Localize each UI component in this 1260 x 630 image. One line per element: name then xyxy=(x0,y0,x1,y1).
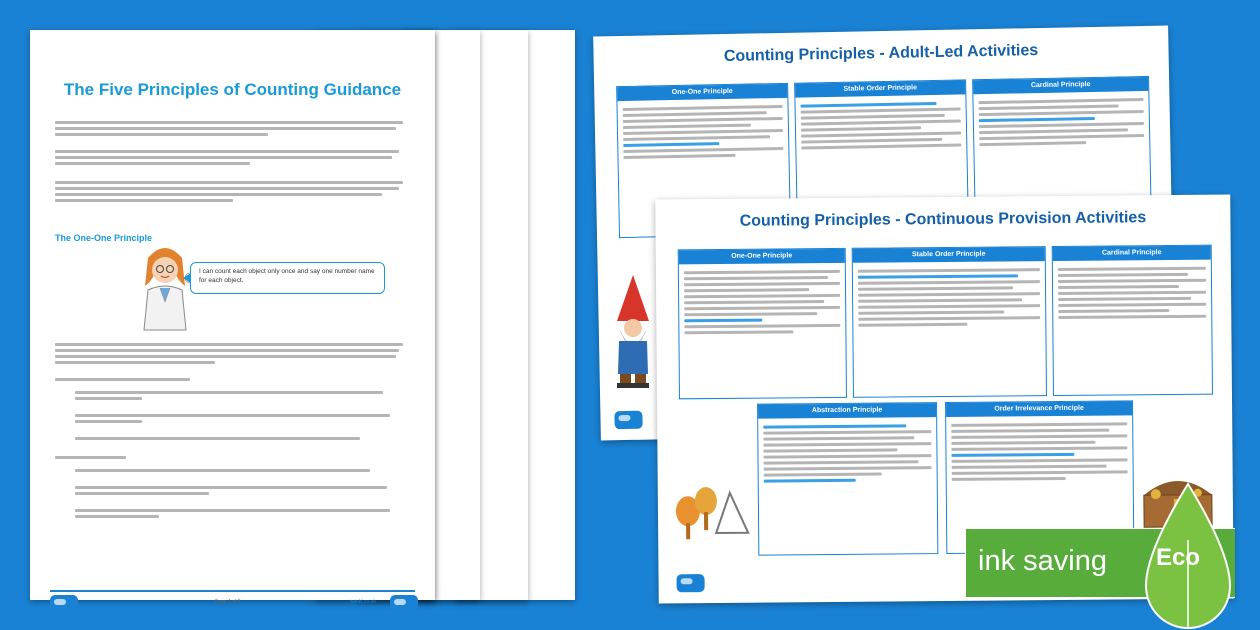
speech-bubble: I can count each object only once and say one number name for each object. xyxy=(190,262,385,294)
adult-box-cardinal-heading: Cardinal Principle xyxy=(973,77,1148,94)
principle-description xyxy=(55,340,410,367)
cont-box-one-one xyxy=(678,248,847,399)
cont-box-cardinal-heading: Cardinal Principle xyxy=(1053,246,1211,261)
document-title: The Five Principles of Counting Guidance xyxy=(63,80,402,99)
twinkl-logo-right xyxy=(390,595,418,613)
document-page-1 xyxy=(30,30,435,605)
cont-box-stable-order xyxy=(852,246,1047,398)
adult-box-stable-order-heading: Stable Order Principle xyxy=(795,80,965,97)
twinkl-logo xyxy=(50,595,78,613)
cont-box-stable-order-heading: Stable Order Principle xyxy=(853,247,1045,263)
skills-list xyxy=(75,388,410,443)
adult-led-title: Counting Principles - Adult-Led Activities xyxy=(723,42,1039,66)
cont-box-cardinal xyxy=(1052,245,1213,396)
gnome-illustration xyxy=(608,275,658,390)
activities-list xyxy=(75,466,410,521)
maracas-triangle-illustration xyxy=(672,481,755,542)
activities-heading xyxy=(55,453,410,462)
cont-box-abstraction xyxy=(757,402,938,556)
cont-box-one-one-heading: One-One Principle xyxy=(679,249,845,264)
continuous-title: Counting Principles - Continuous Provision Activities xyxy=(739,209,1147,230)
section-heading: The One-One Principle xyxy=(55,233,153,243)
paragraph-3 xyxy=(55,178,410,205)
ink-saving-text: ink saving xyxy=(978,545,1107,577)
continuous-sheet-logo xyxy=(677,574,705,592)
adult-box-one-one-heading: One-One Principle xyxy=(617,84,787,101)
footer-rule xyxy=(50,590,415,592)
cont-box-abstraction-heading: Abstraction Principle xyxy=(758,403,936,419)
footer-url: twinkl.co.uk xyxy=(350,599,376,605)
cont-box-order-irrelevance-heading: Order Irrelevance Principle xyxy=(946,401,1132,417)
eco-label: Eco xyxy=(1156,544,1201,571)
adult-sheet-logo xyxy=(614,411,642,430)
intro-paragraph xyxy=(55,118,410,139)
paragraph-2 xyxy=(55,147,410,168)
page-number: Page 1 of 8 xyxy=(215,599,241,605)
skills-heading xyxy=(55,375,410,384)
